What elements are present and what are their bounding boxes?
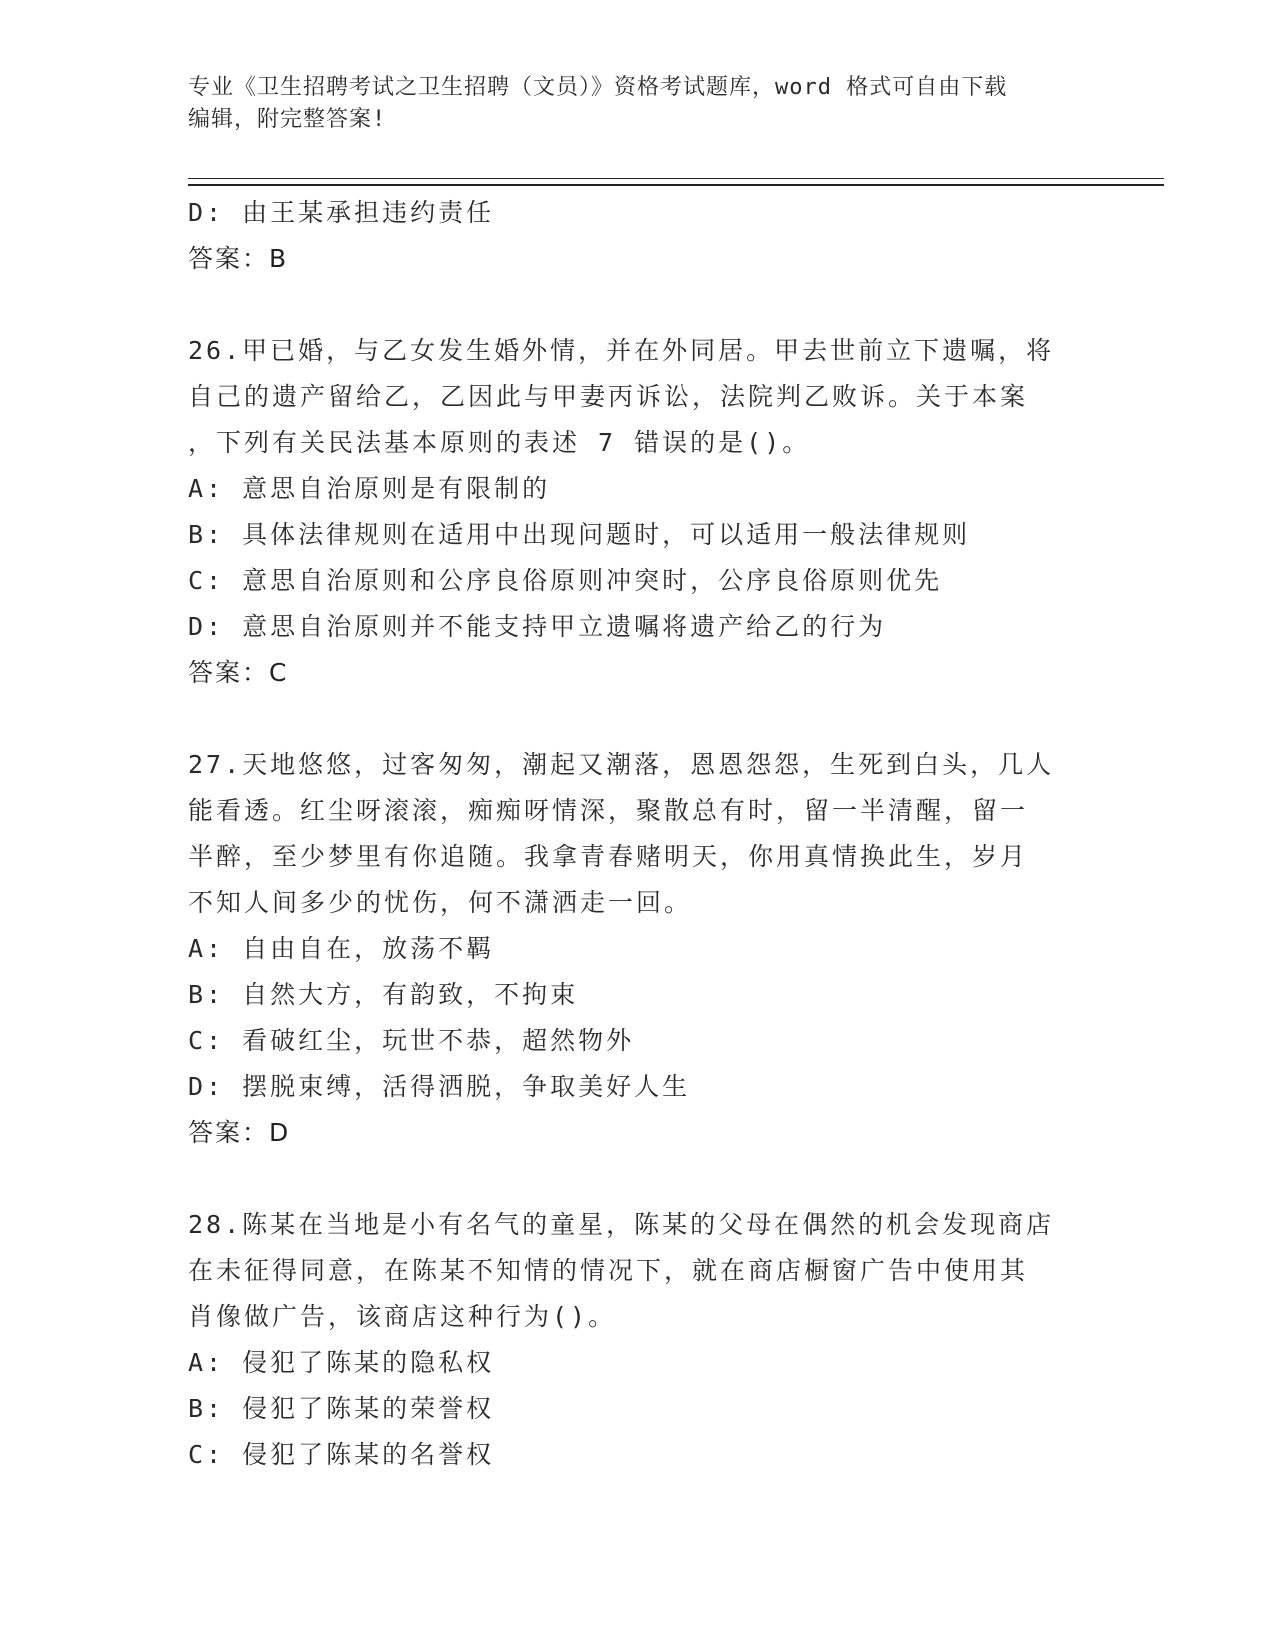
question-stem-line: 半醉，至少梦里有你追随。我拿青春赌明天，你用真情换此生，岁月: [188, 842, 1029, 871]
answer-line: 答案：D: [188, 1118, 291, 1147]
header-text-line-2: 编辑，附完整答案!: [188, 107, 387, 132]
question-stem-line: 27.天地悠悠，过客匆匆，潮起又潮落，恩恩怨怨，生死到白头，几人: [188, 750, 1055, 779]
option-c: C: 侵犯了陈某的名誉权: [188, 1440, 495, 1469]
question-stem-line: 自己的遗产留给乙，乙因此与甲妻丙诉讼，法院判乙败诉。关于本案: [188, 382, 1029, 411]
option-d: D: 摆脱束缚，活得洒脱，争取美好人生: [188, 1072, 691, 1101]
option-a: A: 侵犯了陈某的隐私权: [188, 1348, 495, 1377]
question-stem-line: 28.陈某在当地是小有名气的童星，陈某的父母在偶然的机会发现商店: [188, 1210, 1055, 1239]
option-b: B: 侵犯了陈某的荣誉权: [188, 1394, 495, 1423]
question-stem-line: 能看透。红尘呀滚滚，痴痴呀情深，聚散总有时，留一半清醒，留一: [188, 796, 1029, 825]
option-a: A: 意思自治原则是有限制的: [188, 474, 551, 503]
question-stem-line: 在未征得同意，在陈某不知情的情况下，就在商店橱窗广告中使用其: [188, 1256, 1029, 1285]
question-stem-line: ，下列有关民法基本原则的表述 7 错误的是()。: [188, 428, 811, 457]
spacer: [188, 696, 1088, 742]
header-text-line-1: 专业《卫生招聘考试之卫生招聘（文员）》资格考试题库，word 格式可自由下载: [188, 75, 1008, 100]
spacer: [188, 282, 1088, 328]
option-d: D: 由王某承担违约责任: [188, 198, 495, 227]
header-divider: [188, 178, 1164, 186]
answer-line: 答案：C: [188, 658, 289, 687]
question-stem-line: 不知人间多少的忧伤，何不潇洒走一回。: [188, 888, 693, 917]
spacer: [188, 1156, 1088, 1202]
question-28: [188, 1202, 1088, 1478]
option-c: C: 意思自治原则和公序良俗原则冲突时，公序良俗原则优先: [188, 566, 943, 595]
answer-line: 答案：B: [188, 244, 289, 273]
question-content: [188, 190, 1088, 1478]
option-b: B: 自然大方，有韵致，不拘束: [188, 980, 579, 1009]
option-d: D: 意思自治原则并不能支持甲立遗嘱将遗产给乙的行为: [188, 612, 887, 641]
option-c: C: 看破红尘，玩世不恭，超然物外: [188, 1026, 635, 1055]
question-26: [188, 328, 1088, 696]
question-27: [188, 742, 1088, 1156]
question-25-tail: [188, 190, 1088, 282]
question-stem-line: 肖像做广告，该商店这种行为()。: [188, 1302, 617, 1331]
option-b: B: 具体法律规则在适用中出现问题时，可以适用一般法律规则: [188, 520, 971, 549]
question-stem-line: 26.甲已婚，与乙女发生婚外情，并在外同居。甲去世前立下遗嘱，将: [188, 336, 1055, 365]
option-a: A: 自由自在，放荡不羁: [188, 934, 495, 963]
page-header: [188, 72, 1068, 136]
